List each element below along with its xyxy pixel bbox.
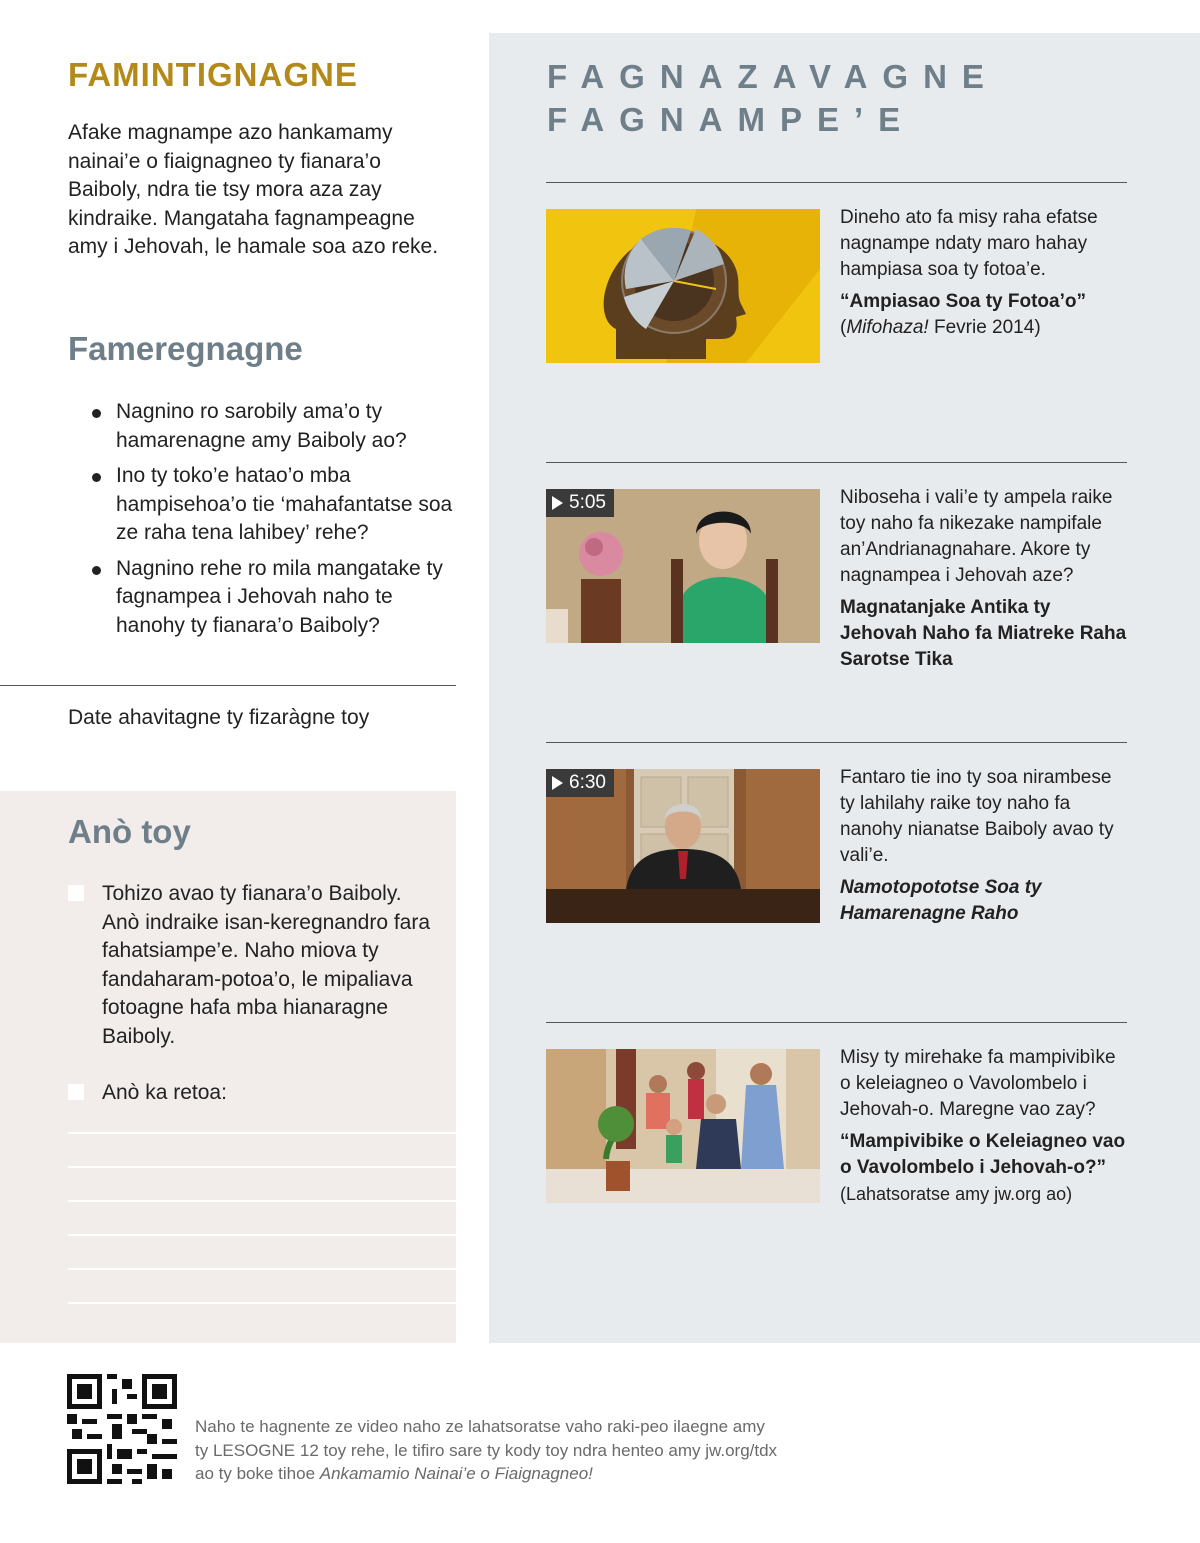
divider (546, 182, 1127, 183)
card-title[interactable]: Magnatanjake Antika ty Jehovah Naho fa Miatreke Raha Sarotse Tika (840, 597, 1127, 670)
play-icon (552, 496, 563, 510)
write-line[interactable] (68, 1132, 456, 1134)
list-item: Nagnino rehe ro mila mangatake ty fagnampea i Jehovah naho te hanohy ty fianara’o Baiboly? (92, 555, 454, 641)
card-title[interactable]: “Mampivibike o Keleiagneo vao o Vavolombelo i Jehovah-o?” (840, 1131, 1126, 1178)
card-text (840, 205, 1130, 341)
card-description: Fantaro tie ino ty soa nirambese ty lahilahy raike toy naho fa nanohy nianatse Baiboly avao ty vali’e. (840, 767, 1114, 866)
completion-date-label: Date ahavitagne ty fizaràgne toy (68, 706, 370, 729)
card-text (840, 485, 1130, 673)
video-duration-badge: 6:30 (546, 769, 614, 797)
summary-heading: FAMINTIGNAGNE (68, 56, 358, 93)
write-line[interactable] (68, 1166, 456, 1168)
write-line[interactable] (68, 1200, 456, 1202)
play-icon (552, 776, 563, 790)
footer-text: Naho te hagnente ze video naho ze lahatsoratse vaho raki-peo ilaegne amy ty LESOGNE 12 toy rehe, le tifiro sare ty kody toy ndra henteo amy jw.org/tdx ao ty boke tihoe Ankamamio Nainai’e o Fiaignagneo! (195, 1417, 778, 1483)
card-title[interactable]: Namotopototse Soa ty Hamarenagne Raho (840, 877, 1042, 924)
write-line[interactable] (68, 1268, 456, 1270)
goals-panel (0, 791, 456, 1343)
goal-item-other: Anò ka retoa: (68, 1079, 438, 1108)
goals-heading: Anò toy (68, 813, 191, 850)
write-line[interactable] (68, 1234, 456, 1236)
qr-code[interactable] (67, 1374, 177, 1484)
divider (546, 742, 1127, 743)
divider (546, 1022, 1127, 1023)
summary-text: Afake magnampe azo hankamamy nainai’e o fiaignagneo ty fianara’o Baiboly, ndra tie tsy mora aza zay kindraike. Mangataha fagnampeagne amy i Jehovah, le hamale soa azo reke. (68, 121, 439, 258)
card-text (840, 1045, 1130, 1207)
checkbox[interactable] (68, 885, 84, 901)
video-duration-badge: 5:05 (546, 489, 614, 517)
card-text (840, 765, 1130, 927)
card-title[interactable]: “Ampiasao Soa ty Fotoa’o” (840, 291, 1086, 312)
explore-heading: FAGNAZAVAGNE FAGNAMPE’E (547, 58, 999, 138)
card-source: (Lahatsoratse amy jw.org ao) (840, 1184, 1073, 1204)
divider (546, 462, 1127, 463)
goal-item-study: Tohizo avao ty fianara’o Baiboly. Anò indraike isan-keregnandro fara fahatsiampe’e. Naho miova ty fandaharam-potoa’o, le mipaliava fotoagne hafa mba hianaragne Baiboly. (68, 880, 438, 1051)
card-description: Niboseha i vali’e ty ampela raike toy naho fa nikezake nampifale an’Andrianagnahare. Akore ty nagnampea i Jehovah aze? (840, 487, 1113, 586)
list-item: Nagnino ro sarobily ama’o ty hamarenagne amy Baiboly ao? (92, 398, 454, 455)
man-at-desk-photo[interactable] (546, 769, 820, 923)
bullet-icon (92, 409, 101, 418)
card-source: (Mifohaza! Fevrie 2014) (840, 317, 1041, 338)
bullet-icon (92, 566, 101, 575)
review-heading: Fameregnagne (68, 330, 303, 367)
explore-panel (489, 33, 1200, 1343)
write-line[interactable] (68, 1302, 456, 1304)
card-description: Dineho ato fa misy raha efatse nagnampe ndaty maro hahay hampiasa soa ty fotoa’e. (840, 207, 1098, 280)
review-list (92, 398, 454, 647)
card-description: Misy ty mirehake fa mampivibìke o keleiagneo o Vavolombelo i Jehovah-o. Maregne vao zay? (840, 1047, 1116, 1120)
list-item: Ino ty toko’e hatao’o mba hampisehoa’o tie ‘mahafantatse soa ze raha tena lahibey’ rehe? (92, 462, 454, 548)
divider (0, 685, 456, 686)
family-greeting-photo[interactable] (546, 1049, 820, 1203)
head-clock-illustration[interactable] (546, 209, 820, 363)
bullet-icon (92, 473, 101, 482)
checkbox[interactable] (68, 1084, 84, 1100)
woman-green-jacket-photo[interactable] (546, 489, 820, 643)
